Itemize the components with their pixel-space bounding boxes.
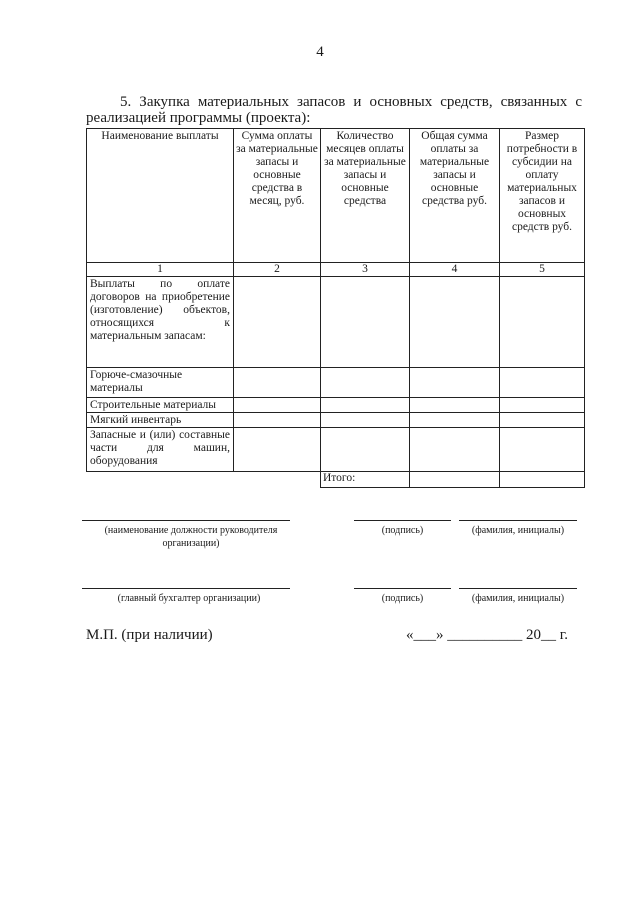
accountant-signature-line[interactable] [354, 588, 451, 589]
header-monthly-sum: Сумма оплаты за материальные запасы и основные средства в месяц, руб. [234, 129, 321, 263]
header-subsidy-need: Размер потребности в субсидии на оплату материальных запасов и основных средств руб. [500, 129, 585, 263]
column-number: 2 [234, 263, 321, 277]
table-cell[interactable] [410, 428, 500, 472]
column-number: 3 [321, 263, 410, 277]
head-name-caption: (фамилия, инициалы) [471, 525, 565, 536]
table-row [87, 413, 585, 428]
row-label-spare-parts: Запасные и (или) составные части для машин, оборудования [87, 428, 234, 472]
row-label-fuel: Горюче-смазочные материалы [87, 368, 234, 398]
date-line[interactable]: «___» __________ 20__ г. [406, 627, 568, 643]
header-payment-name: Наименование выплаты [87, 129, 234, 263]
table-cell[interactable] [321, 368, 410, 398]
accountant-signature-caption: (подпись) [381, 593, 424, 604]
table-cell[interactable] [500, 368, 585, 398]
head-position-line[interactable] [82, 520, 290, 521]
header-total-sum: Общая сумма оплаты за материальные запасы и основные средства руб. [410, 129, 500, 263]
column-number: 5 [500, 263, 585, 277]
column-number-row [87, 263, 585, 277]
head-signature-caption: (подпись) [381, 525, 424, 536]
empty-cell [234, 472, 321, 488]
table-cell[interactable] [321, 277, 410, 368]
head-signature-line[interactable] [354, 520, 451, 521]
header-months-count: Количество месяцев оплаты за материальные запасы и основные средства [321, 129, 410, 263]
table-cell[interactable] [410, 398, 500, 413]
accountant-line[interactable] [82, 588, 290, 589]
table-row [87, 398, 585, 413]
table-header-row [87, 129, 585, 263]
head-name-line[interactable] [459, 520, 577, 521]
column-number: 4 [410, 263, 500, 277]
table-cell[interactable] [500, 428, 585, 472]
table-row [87, 277, 585, 368]
table-cell[interactable] [234, 413, 321, 428]
total-row [87, 472, 585, 488]
table-cell[interactable] [410, 277, 500, 368]
total-cell[interactable] [500, 472, 585, 488]
stamp-label: М.П. (при наличии) [86, 627, 213, 643]
table-cell[interactable] [500, 398, 585, 413]
table-cell[interactable] [410, 368, 500, 398]
table-row [87, 368, 585, 398]
row-label-soft-inventory: Мягкий инвентарь [87, 413, 234, 428]
table-cell[interactable] [321, 428, 410, 472]
table-cell[interactable] [234, 277, 321, 368]
page-number: 4 [316, 44, 324, 60]
column-number: 1 [87, 263, 234, 277]
table-cell[interactable] [500, 277, 585, 368]
empty-cell [87, 472, 234, 488]
table-row [87, 428, 585, 472]
table-cell[interactable] [234, 428, 321, 472]
payments-table [86, 128, 585, 488]
table-cell[interactable] [321, 398, 410, 413]
accountant-name-line[interactable] [459, 588, 577, 589]
total-label: Итого: [321, 472, 410, 488]
table-cell[interactable] [234, 368, 321, 398]
row-label-contracts: Выплаты по оплате договоров на приобретение (изготовление) объектов, относящихся к материальным запасам: [87, 277, 234, 368]
table-cell[interactable] [500, 413, 585, 428]
total-cell[interactable] [410, 472, 500, 488]
accountant-name-caption: (фамилия, инициалы) [471, 593, 565, 604]
table-cell[interactable] [234, 398, 321, 413]
table-cell[interactable] [321, 413, 410, 428]
section-heading: 5. Закупка материальных запасов и основных средств, связанных с реализацией программы (проекта): [86, 94, 582, 126]
head-position-caption: (наименование должности руководителя организации) [104, 525, 278, 549]
accountant-caption: (главный бухгалтер организации) [117, 593, 261, 604]
row-label-construction: Строительные материалы [87, 398, 234, 413]
table-cell[interactable] [410, 413, 500, 428]
